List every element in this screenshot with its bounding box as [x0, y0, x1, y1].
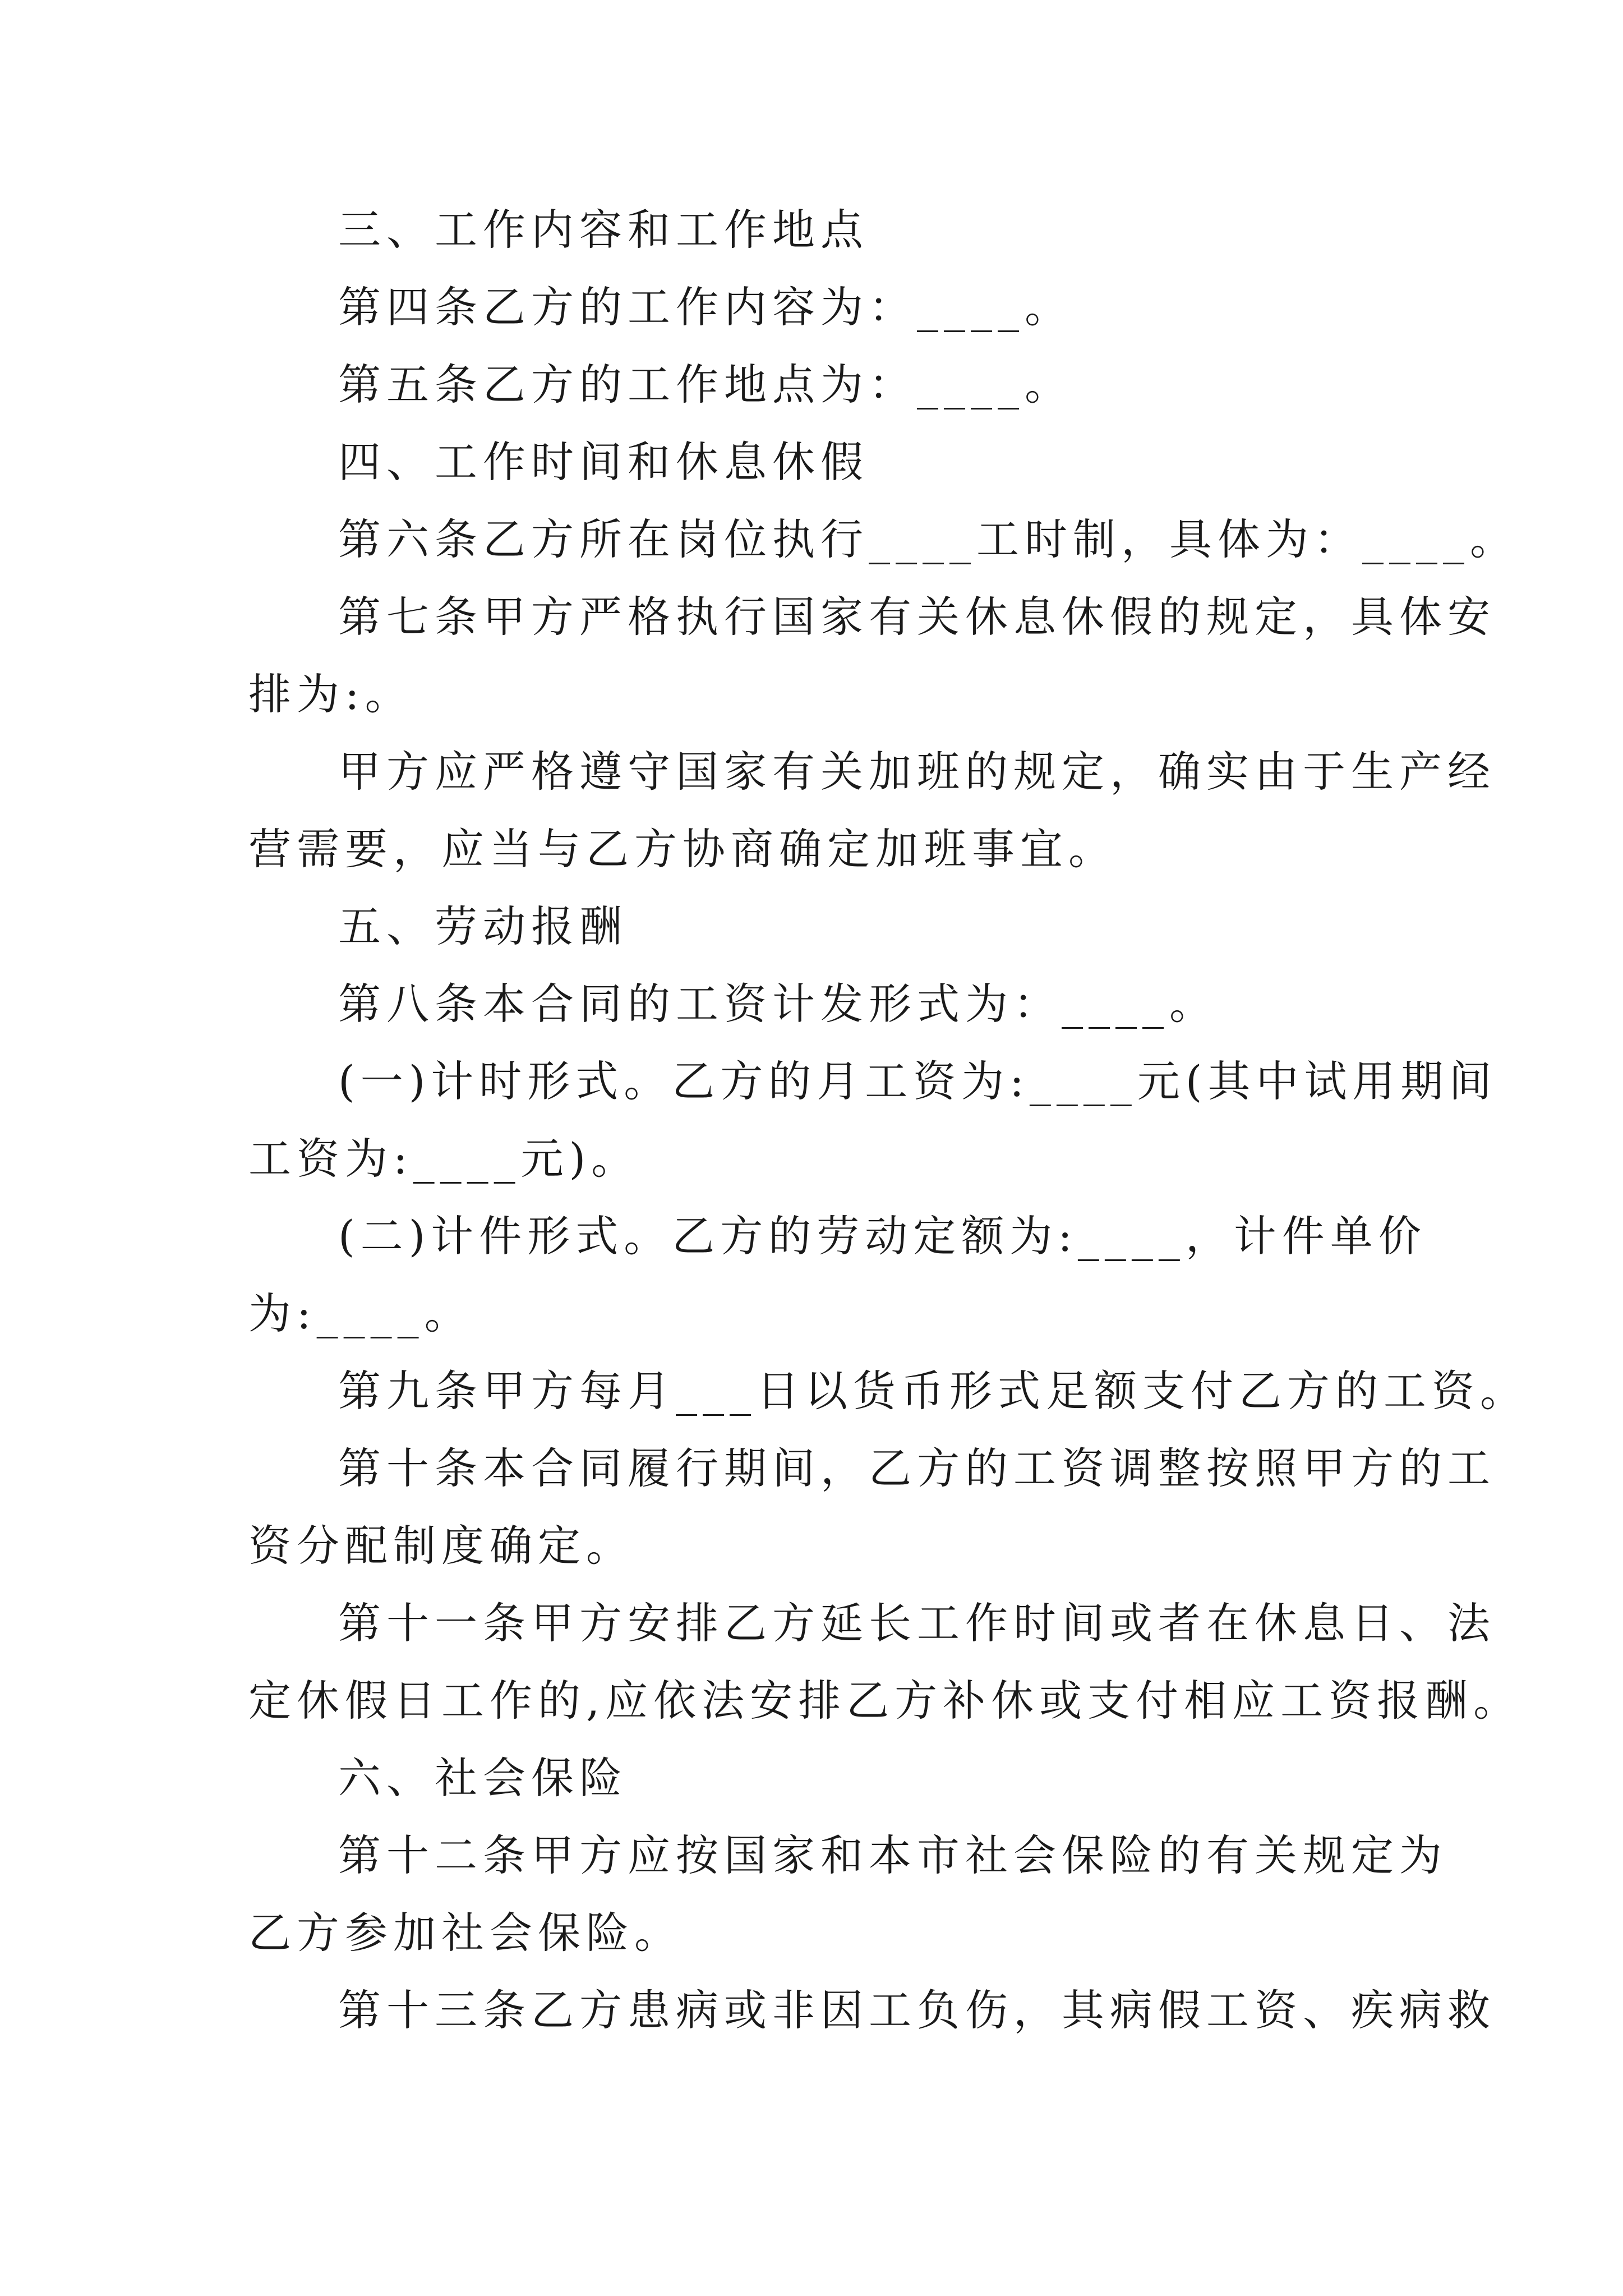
section-heading-6: 六、社会保险	[338, 1753, 628, 1803]
item-1-line-1: (一)计时形式。乙方的月工资为:____元(其中试用期间	[338, 1056, 1497, 1106]
article-7-line-1: 第七条甲方严格执行国家有关休息休假的规定，具体安	[338, 592, 1496, 642]
article-4: 第四条乙方的工作内容为：____。	[338, 282, 1073, 332]
article-7-line-2: 排为:。	[248, 669, 413, 719]
article-11-line-1: 第十一条甲方安排乙方延长工作时间或者在休息日、法	[338, 1598, 1496, 1648]
item-2-line-2: 为:____。	[248, 1289, 473, 1338]
article-13-line-1: 第十三条乙方患病或非因工负伤，其病假工资、疾病救	[338, 1985, 1496, 2035]
article-8: 第八条本合同的工资计发形式为：____。	[338, 979, 1218, 1029]
section-heading-4: 四、工作时间和休息休假	[338, 437, 869, 487]
overtime-paragraph-line-2: 营需要，应当与乙方协商确定加班事宜。	[248, 824, 1117, 874]
article-6: 第六条乙方所在岗位执行____工时制，具体为：____。	[338, 514, 1518, 564]
article-9: 第九条甲方每月___日以货币形式足额支付乙方的工资。	[338, 1366, 1528, 1416]
article-12-line-1: 第十二条甲方应按国家和本市社会保险的有关规定为	[338, 1830, 1447, 1880]
section-heading-3: 三、工作内容和工作地点	[338, 205, 869, 255]
article-12-line-2: 乙方参加社会保险。	[248, 1908, 683, 1958]
item-2-line-1: (二)计件形式。乙方的劳动定额为:____，计件单价	[338, 1211, 1427, 1261]
overtime-paragraph-line-1: 甲方应严格遵守国家有关加班的规定，确实由于生产经	[338, 747, 1496, 797]
article-11-line-2: 定休假日工作的,应依法安排乙方补休或支付相应工资报酬。	[248, 1676, 1522, 1726]
item-1-line-2: 工资为:____元)。	[248, 1134, 640, 1184]
article-10-line-1: 第十条本合同履行期间，乙方的工资调整按照甲方的工	[338, 1443, 1496, 1493]
article-5: 第五条乙方的工作地点为：____。	[338, 360, 1073, 409]
section-heading-5: 五、劳动报酬	[338, 901, 628, 951]
article-10-line-2: 资分配制度确定。	[248, 1521, 634, 1571]
